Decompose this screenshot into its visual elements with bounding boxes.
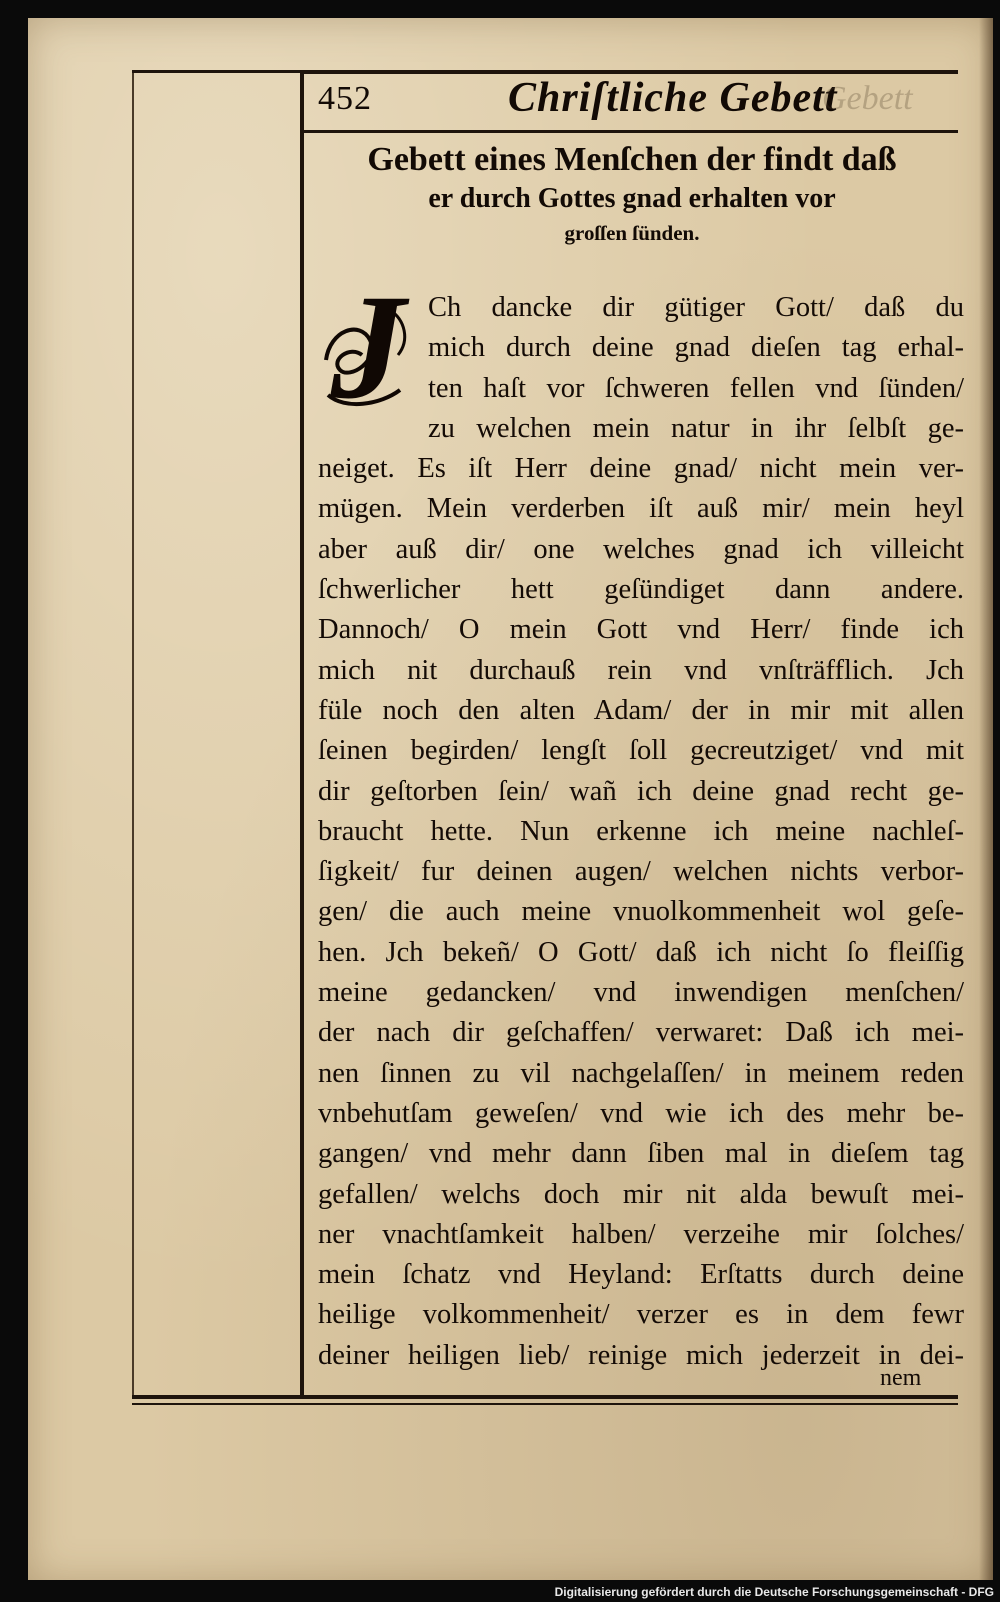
text-line: neiget. Es iſt Herr deine gnad/ nicht mein ver- bbox=[318, 453, 964, 485]
text-line: gefallen/ welchs doch mir nit alda bewuſt mei- bbox=[318, 1178, 964, 1210]
heading-line: er durch Gottes gnad erhalten vor bbox=[428, 183, 836, 214]
text-line: füle noch den alten Adam/ der in mir mit allen bbox=[318, 694, 964, 726]
text-line: meine gedancken/ vnd inwendigen menſchen/ bbox=[318, 977, 964, 1009]
page-number: 452 bbox=[318, 80, 372, 117]
text-line: gen/ die auch meine vnuolkommenheit wol geſe- bbox=[318, 896, 964, 928]
text-line: der nach dir geſchaffen/ verwaret: Daß ich mei- bbox=[318, 1017, 964, 1049]
text-line: Dannoch/ O mein Gott vnd Herr/ finde ich bbox=[318, 614, 964, 646]
text-line: vnbehutſam geweſen/ vnd wie ich des mehr be- bbox=[318, 1097, 964, 1129]
text-line: ſigkeit/ fur deinen augen/ welchen nichts verbor- bbox=[318, 856, 964, 888]
digitization-footer bbox=[0, 1580, 1000, 1602]
decorated-initial: J bbox=[330, 264, 406, 430]
text-line: gangen/ vnd mehr dann ſiben mal in dieſem tag bbox=[318, 1138, 964, 1170]
text-line: ten haſt vor ſchweren fellen vnd ſünden/ bbox=[428, 372, 964, 404]
text-line: mügen. Mein verderben iſt auß mir/ mein heyl bbox=[318, 493, 964, 525]
bleed-through-text: Gebett bbox=[822, 80, 913, 117]
text-line: deiner heiligen lieb/ reinige mich jederzeit in dei- bbox=[318, 1339, 964, 1371]
running-title: Chriſtliche Gebett bbox=[508, 75, 838, 121]
frame-rule-bottom bbox=[132, 1395, 958, 1399]
text-line: hen. Jch bekeñ/ O Gott/ daß ich nicht ſo fleiſſig bbox=[318, 936, 964, 968]
text-line: ſchwerlicher hett geſündiget dann andere. bbox=[318, 574, 964, 606]
frame-rule-bottom-thin bbox=[132, 1403, 958, 1405]
text-line: ſeinen begirden/ lengſt ſoll gecreutziget/ vnd mit bbox=[318, 735, 964, 767]
text-line: mein ſchatz vnd Heyland: Erſtatts durch deine bbox=[318, 1259, 964, 1291]
text-line: braucht hette. Nun erkenne ich meine nachleſ- bbox=[318, 815, 964, 847]
prayer-body bbox=[318, 288, 964, 1376]
text-line: Ch dancke dir gütiger Gott/ daß du bbox=[428, 292, 964, 323]
text-line: nen ſinnen zu vil nachgelaſſen/ in meinem reden bbox=[318, 1057, 964, 1089]
text-line: dir geſtorben ſein/ wañ ich deine gnad recht ge- bbox=[318, 775, 964, 807]
frame-rule-left-outer bbox=[132, 70, 134, 1395]
text-line: heilige volkommenheit/ verzer es in dem fewr bbox=[318, 1299, 964, 1331]
heading-line: Gebett eines Menſchen der findt daß bbox=[367, 141, 897, 178]
text-line: mich nit durchauß rein vnd vnſträfflich. Jch bbox=[318, 654, 964, 686]
heading-line: groſſen ſünden. bbox=[564, 221, 700, 245]
frame-rule-top-left bbox=[132, 70, 302, 73]
catchword: nem bbox=[880, 1365, 922, 1391]
frame-rule-header bbox=[300, 130, 958, 133]
footer-credit: Digitalisierung gefördert durch die Deutsche Forschungsgemeinschaft - DFG bbox=[554, 1585, 994, 1599]
text-line: ner vnachtſamkeit halben/ verzeihe mir ſolches/ bbox=[318, 1218, 964, 1250]
frame-rule-left bbox=[300, 70, 304, 1395]
text-line: zu welchen mein natur in ihr ſelbſt ge- bbox=[428, 412, 964, 444]
page-edge-shadow bbox=[979, 18, 993, 1583]
text-line: mich durch deine gnad dieſen tag erhal- bbox=[428, 332, 964, 364]
text-line: aber auß dir/ one welches gnad ich villeicht bbox=[318, 533, 964, 565]
prayer-heading bbox=[312, 140, 952, 248]
